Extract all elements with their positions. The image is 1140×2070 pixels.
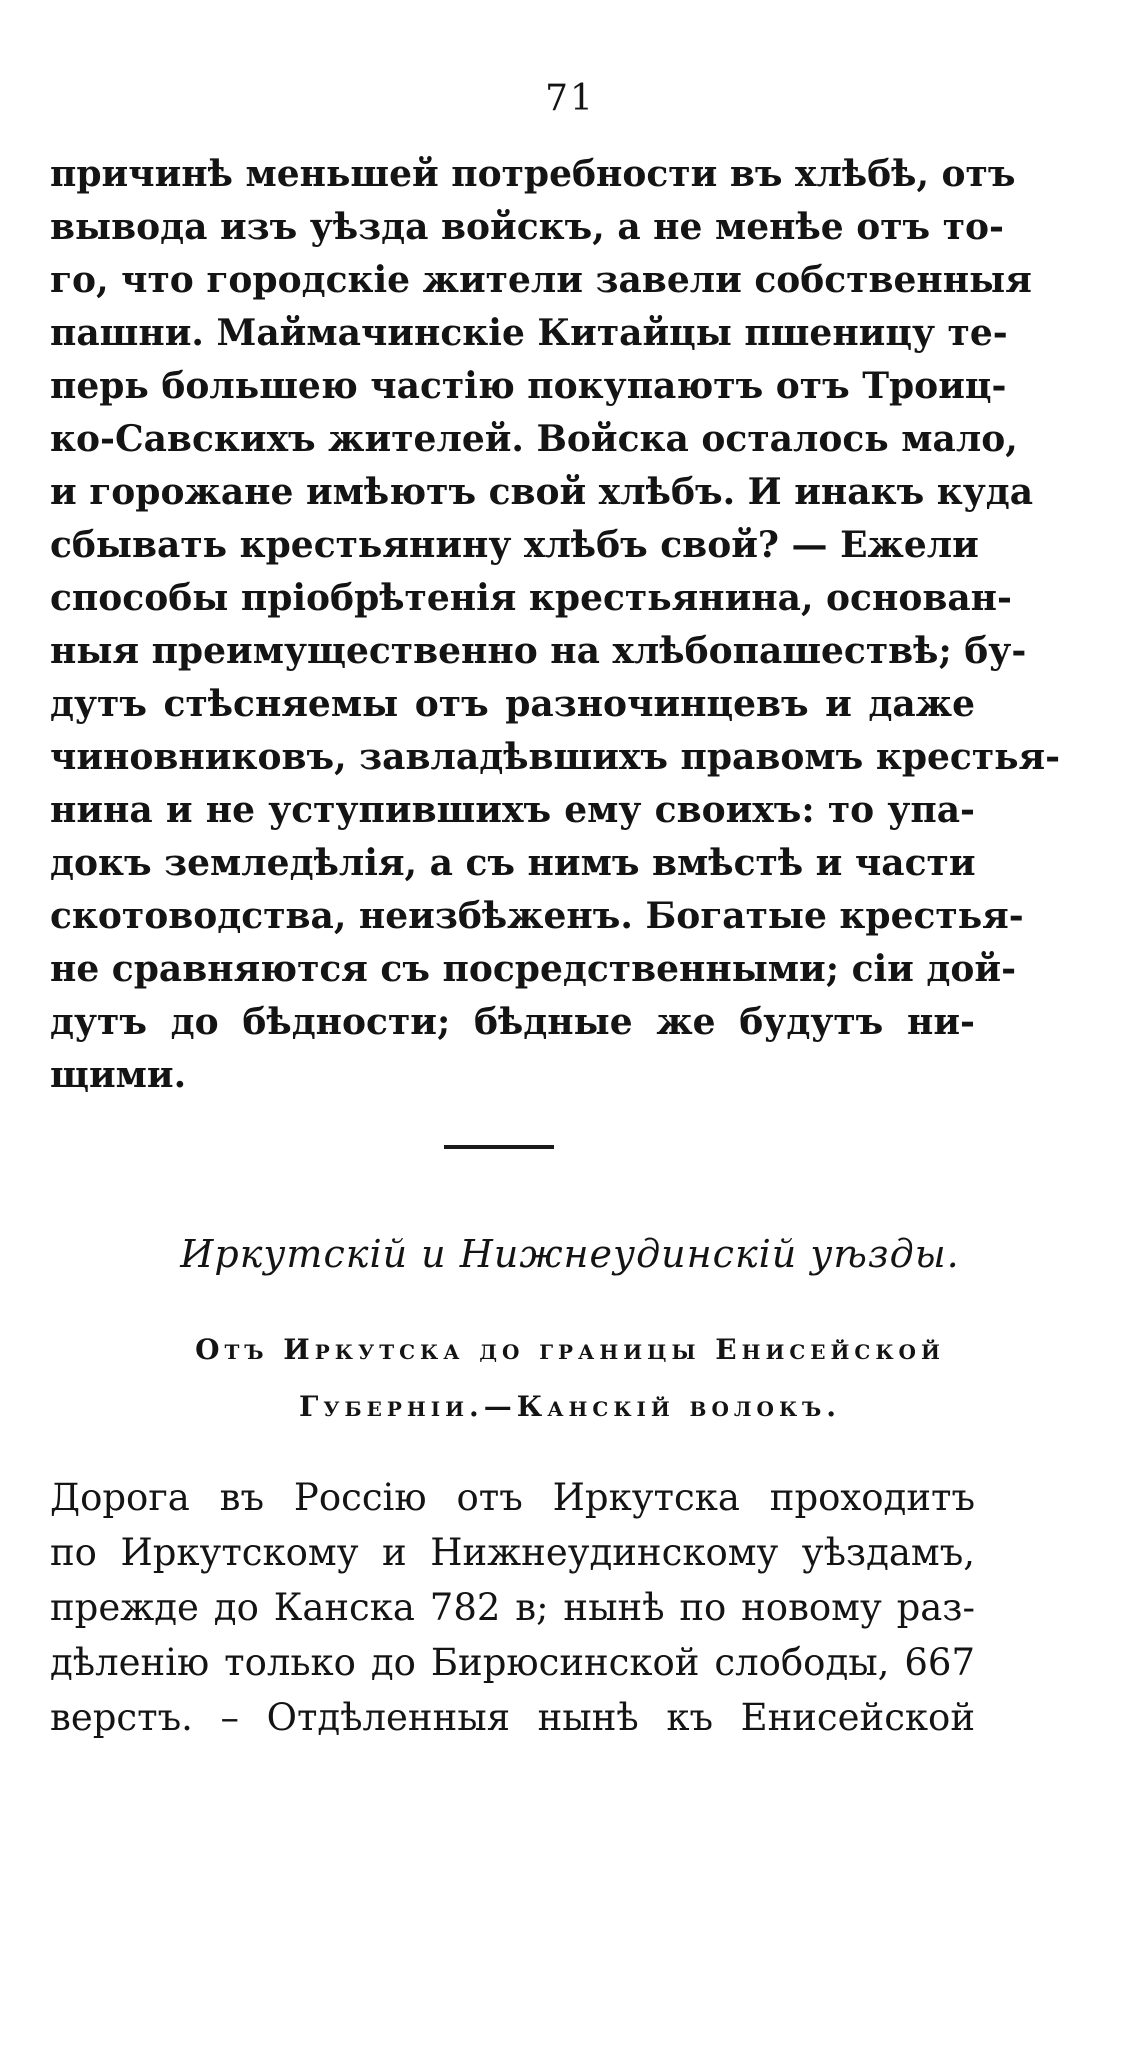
section-subheading: Отъ Иркутска до границы Енисейской: [195, 1333, 945, 1366]
text-line: и горожане имѣютъ свой хлѣбъ. И инакъ куда: [50, 471, 1034, 513]
text-line: ко-Савскихъ жителей. Войска осталось мало,: [50, 418, 1018, 460]
text-line: дѣленію только до Бирюсинской слободы, 667: [50, 1641, 975, 1684]
text-line: дутъ стѣсняемы отъ разночинцевъ и даже: [50, 683, 975, 725]
text-line: сбывать крестьянину хлѣбъ свой? — Ежели: [50, 524, 979, 566]
text-line: способы пріобрѣтенія крестьянина, основан-: [50, 577, 1012, 619]
text-line: дутъ до бѣдности; бѣдные же будутъ ни-: [50, 1001, 975, 1043]
text-line: Дорога въ Россію отъ Иркутска проходитъ: [50, 1476, 975, 1519]
text-line: не сравняются съ посредственными; сіи дой-: [50, 948, 1017, 990]
section-divider: [444, 1145, 554, 1149]
text-line: ныя преимущественно на хлѣбопашествѣ; бу-: [50, 630, 1027, 672]
main-paragraph: [50, 148, 1061, 1102]
text-line: чиновниковъ, завладѣвшихъ правомъ крестья-: [50, 736, 1061, 778]
text-line: перь большею частію покупаютъ отъ Троиц-: [50, 365, 1007, 407]
text-line: щими.: [50, 1054, 187, 1096]
text-line: верстъ. – Отдѣленныя нынѣ къ Енисейской: [50, 1696, 975, 1739]
text-line: причинѣ меньшей потребности въ хлѣбѣ, отъ: [50, 153, 1016, 195]
text-line: нина и не уступившихъ ему своихъ: то упа-: [50, 789, 975, 831]
text-line: го, что городскіе жители завели собственныя: [50, 259, 1032, 301]
second-paragraph: [50, 1470, 975, 1745]
section-title: Иркутскій и Нижнеудинскій уѣзды.: [180, 1232, 960, 1276]
text-line: вывода изъ уѣзда войскъ, а не менѣе отъ то-: [50, 206, 1004, 248]
page-number: 71: [545, 78, 595, 119]
section-subheading: Губерніи.—Канскій волокъ.: [298, 1390, 842, 1423]
text-line: скотоводства, неизбѣженъ. Богатые крестья-: [50, 895, 1024, 937]
text-line: по Иркутскому и Нижнеудинскому уѣздамъ,: [50, 1531, 975, 1574]
text-line: пашни. Маймачинскіе Китайцы пшеницу те-: [50, 312, 1008, 354]
text-line: прежде до Канска 782 в; нынѣ по новому раз-: [50, 1586, 975, 1629]
text-line: докъ земледѣлія, а съ нимъ вмѣстѣ и части: [50, 842, 976, 884]
